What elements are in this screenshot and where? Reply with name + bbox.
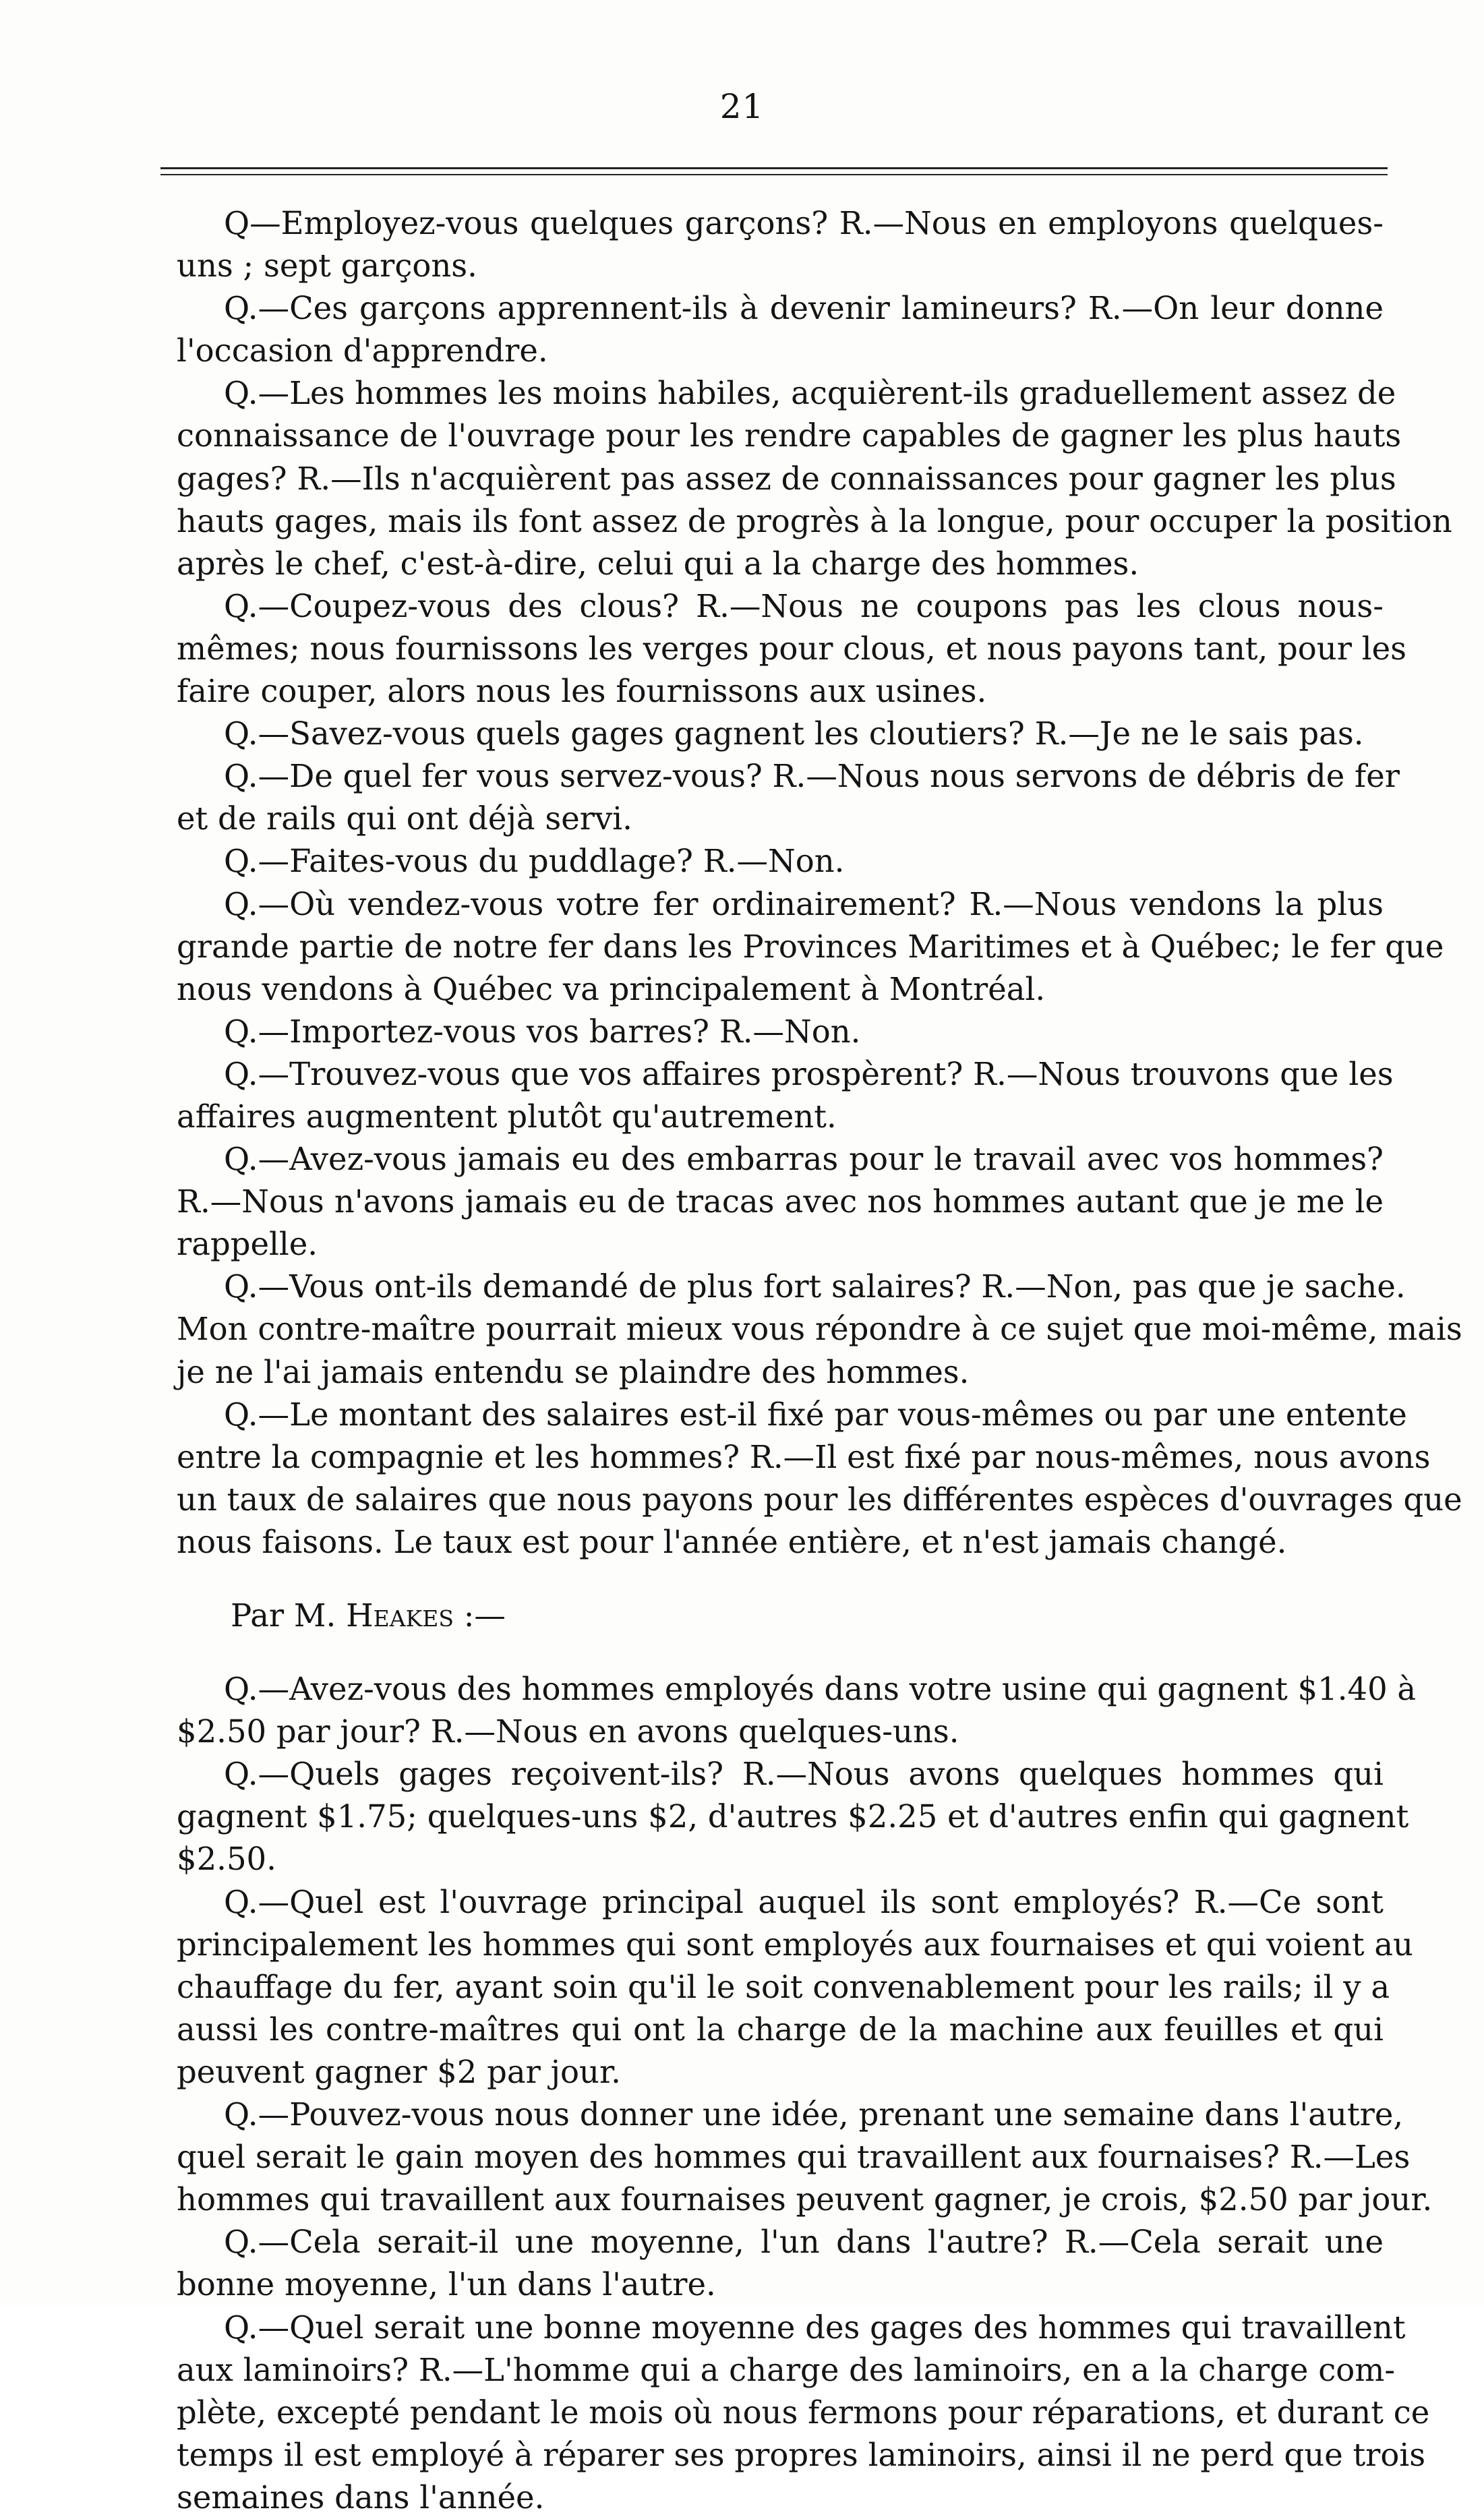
text-line: aux laminoirs? R.—L'homme qui a charge des laminoirs, en a la charge com- [177,2351,1396,2388]
paragraph [177,2307,1430,2519]
header-rule [160,167,1388,169]
section-heading [177,1595,1384,1637]
paragraph [177,883,1444,1011]
paragraph [177,840,1384,883]
text-line: nous vendons à Québec va principalement à Montréal. [177,970,1046,1007]
section-gap [177,1637,1384,1668]
speaker-name: Heakes [346,1597,454,1634]
text-line: connaissance de l'ouvrage pour les rendre capables de gagner les plus hauts [177,417,1402,454]
paragraph [177,585,1407,713]
text-line: Mon contre-maître pourrait mieux vous répondre à ce sujet que moi-même, mais [177,1311,1462,1348]
text-line: principalement les hommes qui sont employés aux fournaises et qui voient au [177,1926,1414,1963]
paragraph [177,2221,1384,2306]
text-line: après le chef, c'est-à-dire, celui qui a la charge des hommes. [177,545,1139,582]
text-line: Q.—Quels gages reçoivent-ils? R.—Nous avons quelques hommes qui [224,1756,1384,1793]
text-line: Q.—Ces garçons apprennent-ils à devenir lamineurs? R.—On leur donne [224,290,1384,327]
text-line: gages? R.—Ils n'acquièrent pas assez de connaissances pour gagner les plus [177,460,1396,497]
text-line: Q.—Quel serait une bonne moyenne des gages des hommes qui travaillent [224,2309,1406,2346]
paragraph [177,1138,1384,1266]
text-line: Q—Employez-vous quelques garçons? R.—Nous en employons quelques- [224,205,1384,241]
text-line: Q.—Cela serait-il une moyenne, l'un dans l'autre? R.—Cela serait une [224,2224,1384,2261]
text-line: gagnent $1.75; quelques-uns $2, d'autres $2.25 et d'autres enfin qui gagnent [177,1798,1409,1835]
text-line: rappelle. [177,1226,318,1263]
text-line: $2.50 par jour? R.—Nous en avons quelques-uns. [177,1713,959,1750]
text-line: grande partie de notre fer dans les Provinces Maritimes et à Québec; le fer que [177,928,1444,965]
paragraph [177,755,1400,840]
text-line: et de rails qui ont déjà servi. [177,800,632,837]
text-line: Q.—Avez-vous jamais eu des embarras pour le travail avec vos hommes? [224,1141,1384,1178]
text-line: bonne moyenne, l'un dans l'autre. [177,2266,716,2303]
page-number: 21 [719,87,765,126]
paragraph [177,713,1384,755]
text-line: l'occasion d'apprendre. [177,332,548,369]
text-line: mêmes; nous fournissons les verges pour clous, et nous payons tant, pour les [177,630,1407,667]
text-line: Q.—Importez-vous vos barres? R.—Non. [224,1013,861,1050]
text-line: R.—Nous n'avons jamais eu de tracas avec nos hommes autant que je me le [177,1183,1384,1220]
text-line: Q.—Quel est l'ouvrage principal auquel ils sont employés? R.—Ce sont [224,1883,1384,1920]
text-line: Q.—Les hommes les moins habiles, acquièrent-ils graduellement assez de [224,375,1396,412]
text-line: Q.—Le montant des salaires est-il fixé par vous-mêmes ou par une entente [224,1396,1407,1433]
text-line: quel serait le gain moyen des hommes qui travaillent aux fournaises? R.—Les [177,2139,1411,2176]
text-line: peuvent gagner $2 par jour. [177,2053,621,2090]
paragraph [177,202,1384,287]
section-gap [177,1564,1384,1595]
text-line: hauts gages, mais ils font assez de progrès à la longue, pour occuper la position [177,502,1452,539]
text-line: Q.—Savez-vous quels gages gagnent les cloutiers? R.—Je ne le sais pas. [224,715,1364,752]
text-line: Q.—Coupez-vous des clous? R.—Nous ne coupons pas les clous nous- [224,587,1384,624]
text-line: Q.—De quel fer vous servez-vous? R.—Nous nous servons de débris de fer [224,758,1400,795]
text-line: semaines dans l'année. [177,2479,545,2516]
text-line: entre la compagnie et les hommes? R.—Il est fixé par nous-mêmes, nous avons [177,1438,1431,1475]
heading-line [177,1595,1384,1637]
paragraph [177,372,1452,585]
paragraph [177,1394,1462,1564]
paragraph [177,1881,1414,2094]
heading-prefix: Par M. [231,1597,336,1634]
text-line: Q.—Où vendez-vous votre fer ordinairement? R.—Nous vendons la plus [224,885,1384,922]
paragraph [177,1266,1462,1393]
text-line: nous faisons. Le taux est pour l'année entière, et n'est jamais changé. [177,1523,1287,1560]
paragraph [177,287,1384,372]
paragraph [177,1053,1394,1138]
text-line: chauffage du fer, ayant soin qu'il le soit convenablement pour les rails; il y a [177,1968,1390,2005]
text-line: Q.—Faites-vous du puddlage? R.—Non. [224,843,845,880]
text-line: faire couper, alors nous les fournissons aux usines. [177,673,987,710]
text-line: $2.50. [177,1841,276,1878]
text-line: Q.—Avez-vous des hommes employés dans votre usine qui gagnent $1.40 à [224,1671,1417,1708]
text-line: Q.—Trouvez-vous que vos affaires prospèrent? R.—Nous trouvons que les [224,1055,1394,1092]
text-line: temps il est employé à réparer ses propres laminoirs, ainsi il ne perd que trois [177,2436,1426,2473]
text-line: uns ; sept garçons. [177,247,477,285]
header-rule-thin [160,174,1388,175]
text-line: plète, excepté pendant le mois où nous fermons pour réparations, et durant ce [177,2394,1430,2431]
text-line: hommes qui travaillent aux fournaises peuvent gagner, je crois, $2.50 par jour. [177,2181,1433,2218]
text-line: un taux de salaires que nous payons pour les différentes espèces d'ouvrages que [177,1481,1462,1518]
text-line: affaires augmentent plutôt qu'autrement. [177,1098,837,1135]
paragraph [177,1668,1417,1753]
text-line: aussi les contre-maîtres qui ont la charge de la machine aux feuilles et qui [177,2011,1384,2048]
body-text [177,202,1462,2519]
text-line: Q.—Vous ont-ils demandé de plus fort salaires? R.—Non, pas que je sache. [224,1268,1406,1305]
paragraph [177,2094,1433,2221]
paragraph [177,1011,1384,1053]
text-line: Q.—Pouvez-vous nous donner une idée, prenant une semaine dans l'autre, [224,2096,1404,2133]
text-line: je ne l'ai jamais entendu se plaindre des hommes. [177,1353,970,1390]
paragraph [177,1753,1409,1880]
heading-suffix: :— [463,1597,506,1634]
